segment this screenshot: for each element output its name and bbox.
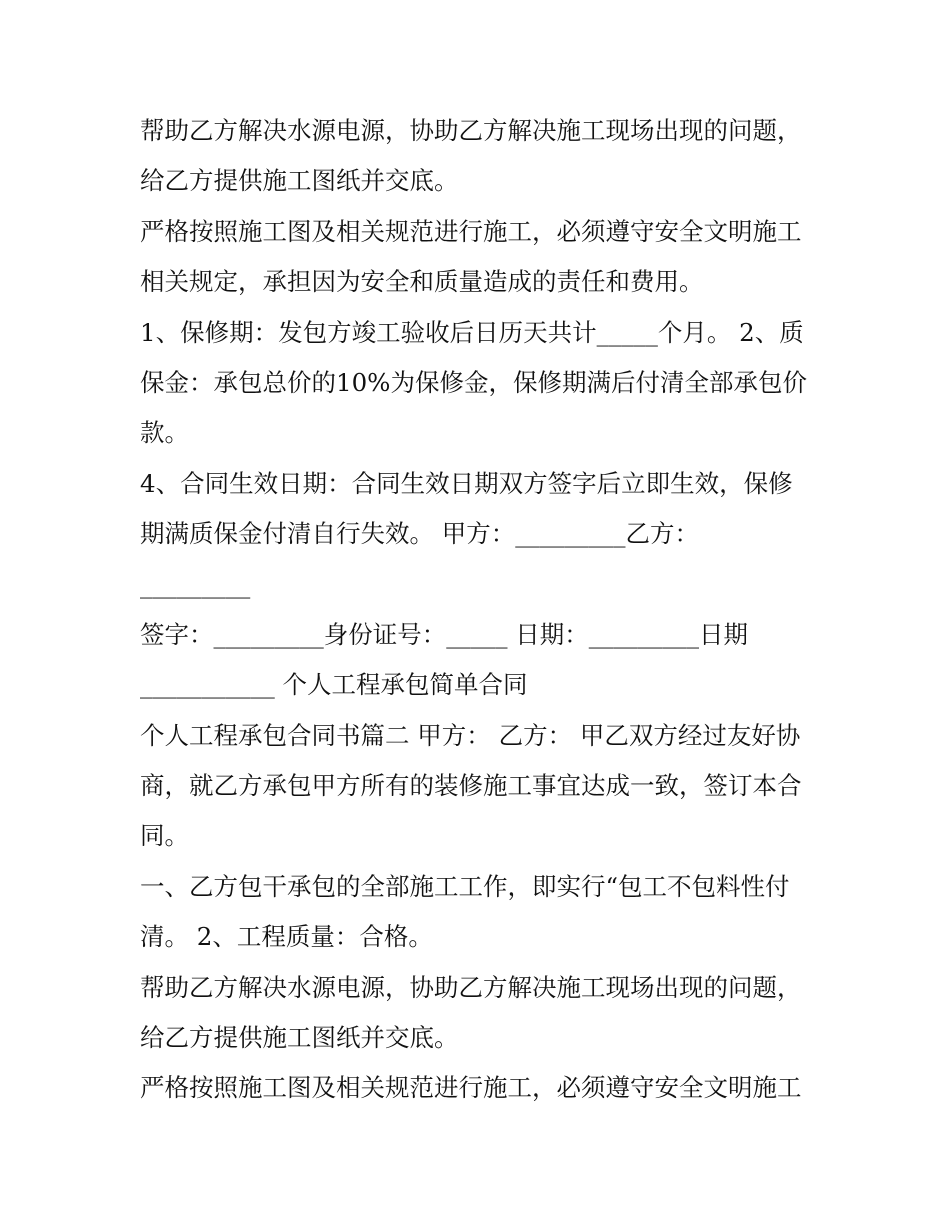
text-line: ___________ 个人工程承包简单合同 <box>140 670 528 700</box>
text-line: _________ <box>140 569 251 599</box>
text-line: 1、保修期：发包方竣工验收后日历天共计_____个月。 2、质 <box>140 317 804 347</box>
text-line: 保金：承包总价的10%为保修金，保修期满后付清全部承包价 <box>140 367 807 397</box>
text-line: 个人工程承包合同书篇二 甲方： 乙方： 甲乙双方经过友好协 <box>140 720 801 750</box>
text-line: 给乙方提供施工图纸并交底。 <box>140 166 459 196</box>
text-line: 严格按照施工图及相关规范进行施工，必须遵守安全文明施工 <box>140 1073 802 1103</box>
text-line: 4、合同生效日期：合同生效日期双方签字后立即生效，保修 <box>140 468 793 498</box>
text-line: 给乙方提供施工图纸并交底。 <box>140 1023 459 1053</box>
text-line: 签字：_________身份证号：_____ 日期：_________日期 <box>140 619 749 649</box>
text-line: 商，就乙方承包甲方所有的装修施工事宜达成一致，签订本合 <box>140 771 802 801</box>
contract-body-text <box>140 106 820 1114</box>
text-line: 清。 2、工程质量：合格。 <box>140 922 433 952</box>
text-line: 一、乙方包干承包的全部施工工作，即实行“包工不包料性付 <box>140 871 790 901</box>
text-line: 帮助乙方解决水源电源，协助乙方解决施工现场出现的问题， <box>140 972 802 1002</box>
text-line: 款。 <box>140 418 189 448</box>
text-line: 帮助乙方解决水源电源，协助乙方解决施工现场出现的问题， <box>140 116 802 145</box>
text-line: 期满质保金付清自行失效。 甲方：_________乙方： <box>140 519 700 549</box>
text-line: 相关规定，承担因为安全和质量造成的责任和费用。 <box>140 267 704 297</box>
text-line: 同。 <box>140 821 189 851</box>
text-line: 严格按照施工图及相关规范进行施工，必须遵守安全文明施工 <box>140 216 802 246</box>
